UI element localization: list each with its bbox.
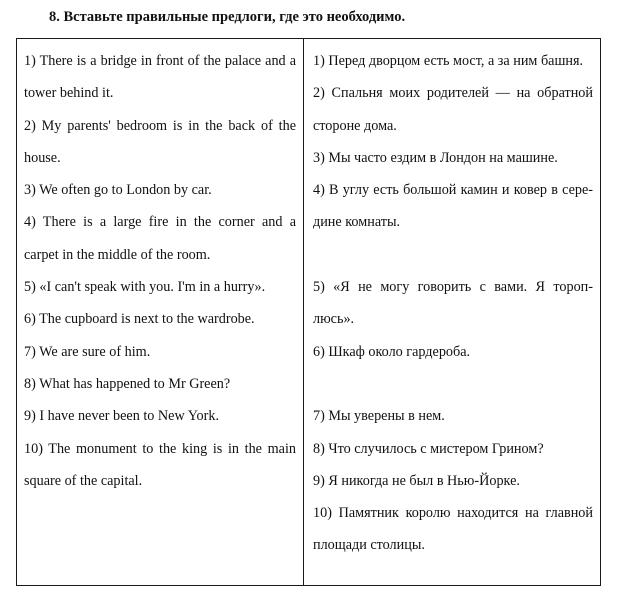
english-sentence-5: 5) «I can't speak with you. I'm in a hurry». [24, 279, 266, 296]
russian-column [313, 45, 593, 562]
russian-sentence-7: 7) Мы уверены в нем. [313, 408, 445, 425]
english-sentence-2: 2) My parents' bedroom is in the back of the house. [24, 117, 296, 166]
translation-table [16, 38, 601, 586]
russian-sentence-6: 6) Шкаф около гардероба. [313, 343, 471, 360]
russian-sentence-1: 1) Перед дворцом есть мост, а за ним башня. [313, 53, 584, 69]
english-sentence-1: 1) There is a bridge in front of the palace and a tower behind it. [24, 53, 296, 102]
russian-sentence-10: 10) Памятник королю находится на главной площади столицы. [313, 505, 593, 554]
english-sentence-8: 8) What has happened to Mr Green? [24, 375, 231, 392]
column-divider [303, 39, 304, 585]
english-sentence-3: 3) We often go to London by car. [24, 182, 212, 199]
english-sentence-7: 7) We are sure of him. [24, 343, 151, 360]
spacer [313, 239, 593, 271]
russian-sentence-9: 9) Я никогда не был в Нью-Йорке. [313, 472, 520, 489]
english-sentence-10: 10) The monument to the king is in the main square of the capital. [24, 440, 296, 489]
russian-sentence-8: 8) Что случилось с мистером Грином? [313, 440, 544, 457]
english-sentence-6: 6) The cupboard is next to the wardrobe. [24, 311, 255, 328]
russian-sentence-5: 5) «Я не могу говорить с вами. Я тороп-люсь». [313, 279, 593, 328]
english-sentence-9: 9) I have never been to New York. [24, 408, 220, 425]
russian-sentence-2: 2) Спальня моих родителей — на обратной стороне дома. [313, 85, 593, 134]
russian-sentence-4: 4) В углу есть большой камин и ковер в сере-дине комнаты. [313, 182, 593, 231]
russian-sentence-3: 3) Мы часто ездим в Лондон на машине. [313, 149, 558, 166]
spacer [313, 368, 593, 400]
english-column [24, 45, 296, 497]
exercise-heading: 8. Вставьте правильные предлоги, где это необходимо. [49, 9, 406, 25]
english-sentence-4: 4) There is a large fire in the corner and a carpet in the middle of the room. [24, 214, 296, 263]
